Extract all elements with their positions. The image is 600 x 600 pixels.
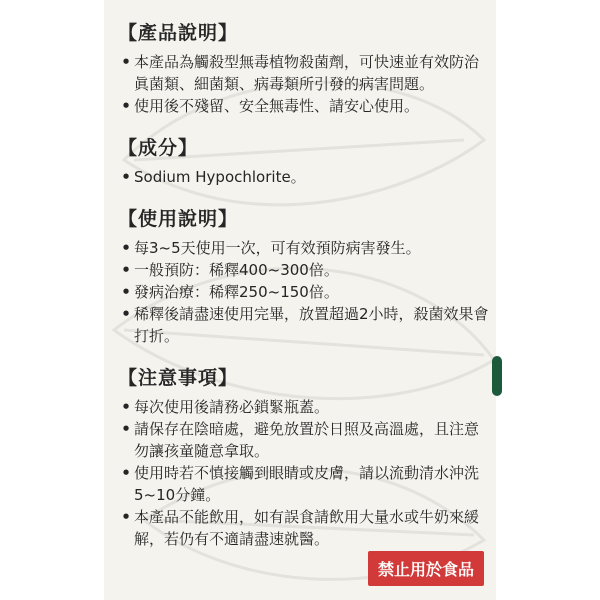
list-item-text: 每次使用後請務必鎖緊瓶蓋。: [134, 398, 330, 416]
list-item-text: 每3~5天使用一次，可有效預防病害發生。: [134, 239, 421, 257]
section: [118, 363, 490, 550]
list-item-text: 發病治療：稀釋250~150倍。: [134, 283, 339, 301]
product-info-card: [104, 0, 496, 600]
list-item: [118, 303, 490, 347]
section: [118, 133, 490, 188]
list-item-text: 使用後不殘留、安全無毒性、請安心使用。: [134, 97, 420, 115]
list-item: [118, 237, 490, 259]
bullet: •: [121, 261, 131, 279]
bullet: •: [121, 420, 131, 438]
list-item: [118, 95, 490, 117]
bullet: •: [121, 464, 131, 482]
bullet: •: [121, 53, 131, 71]
bullet: •: [121, 97, 131, 115]
section-title: 【產品說明】: [118, 22, 239, 44]
warning-badge: 禁止用於食品: [368, 551, 484, 586]
list-item: [118, 166, 490, 188]
list-item-text: 稀釋後請盡速使用完畢，放置超過2小時，殺菌效果會打折。: [134, 305, 489, 345]
list-item-text: 一般預防：稀釋400~300倍。: [134, 261, 339, 279]
list-item: [118, 396, 490, 418]
list-item-text: Sodium Hypochlorite。: [134, 168, 306, 186]
list-item-text: 請保存在陰暗處，避免放置於日照及高溫處，且注意勿讓孩童隨意拿取。: [134, 420, 480, 460]
section: [118, 18, 490, 117]
section: [118, 204, 490, 347]
bullet: •: [121, 305, 131, 323]
bullet: •: [121, 168, 131, 186]
list-item-text: 使用時若不慎接觸到眼睛或皮膚，請以流動清水沖洗5~10分鐘。: [134, 464, 480, 504]
bullet: •: [121, 239, 131, 257]
list-item: [118, 462, 490, 506]
section-title: 【注意事項】: [118, 367, 239, 389]
list-item: [118, 281, 490, 303]
bullet: •: [121, 508, 131, 526]
list-item-text: 本產品不能飲用，如有誤食請飲用大量水或牛奶來緩解，若仍有不適請盡速就醫。: [134, 508, 480, 548]
section-title: 【成分】: [118, 137, 199, 159]
list-item: [118, 506, 490, 550]
bullet: •: [121, 283, 131, 301]
list-item: [118, 418, 490, 462]
content-area: [118, 18, 490, 566]
list-item-text: 本產品為觸殺型無毒植物殺菌劑，可快速並有效防治眞菌類、細菌類、病毒類所引發的病害問題。: [134, 53, 480, 93]
list-item: [118, 51, 490, 95]
bullet: •: [121, 398, 131, 416]
list-item: [118, 259, 490, 281]
side-tab[interactable]: [492, 356, 502, 396]
section-title: 【使用說明】: [118, 208, 239, 230]
